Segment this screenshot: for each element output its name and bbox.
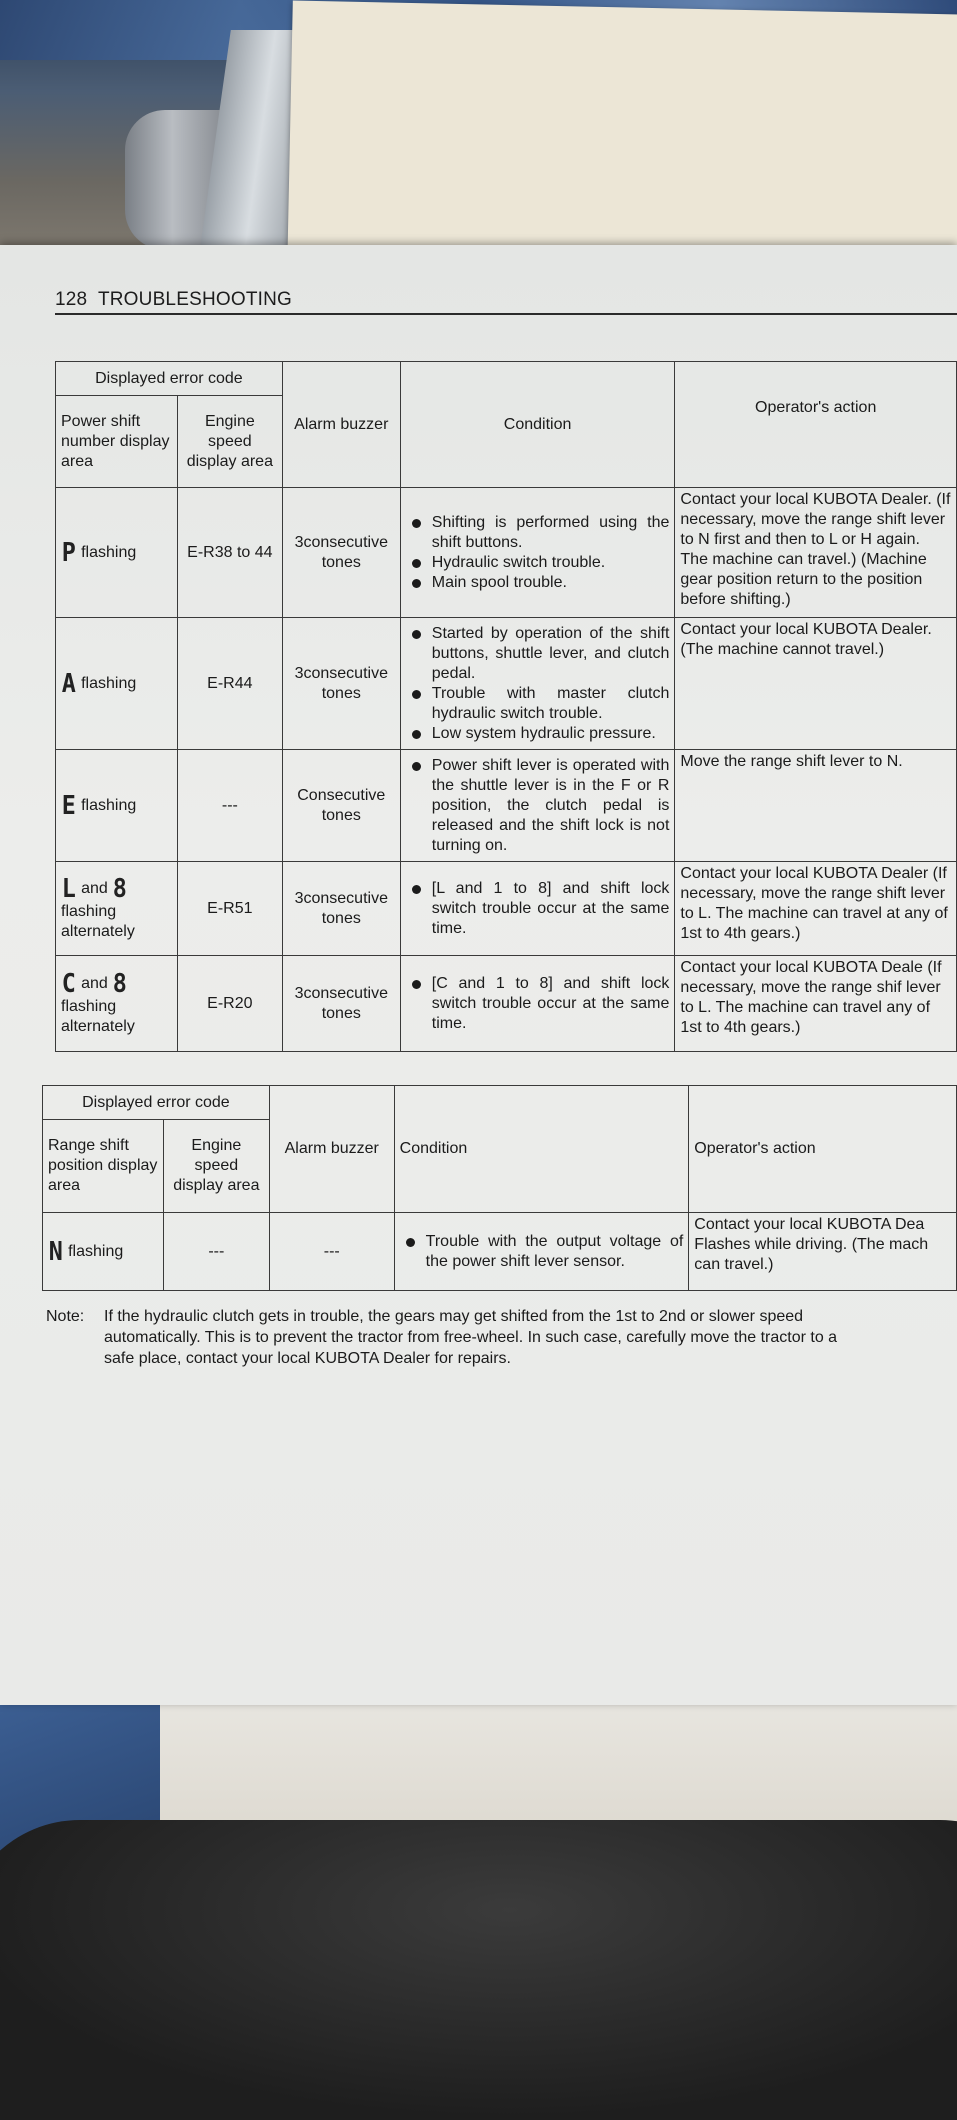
- segment-display-glyph: P: [61, 537, 76, 568]
- error-code-table-range-shift: [42, 1085, 957, 1291]
- condition-cell: [400, 488, 675, 618]
- condition-item: Started by operation of the shift buttons, shuttle lever, and clutch pedal.: [406, 624, 670, 684]
- segment-display-glyph: E: [61, 790, 76, 821]
- condition-cell: [400, 750, 675, 862]
- engine-speed-code: E-R38 to 44: [177, 488, 282, 618]
- header-operators-action: Operator's action: [689, 1086, 957, 1213]
- condition-item: Main spool trouble.: [406, 573, 670, 593]
- condition-item: [L and 1 to 8] and shift lock switch trouble occur at the same time.: [406, 879, 670, 939]
- alarm-buzzer-value: Consecutive tones: [282, 750, 400, 862]
- display-state-text: flashing: [81, 796, 137, 814]
- engine-speed-code: ---: [163, 1213, 269, 1291]
- table-row: [56, 750, 957, 862]
- condition-item: Low system hydraulic pressure.: [406, 724, 670, 744]
- alarm-buzzer-value: ---: [269, 1213, 394, 1291]
- header-displayed-error-code: Displayed error code: [43, 1086, 270, 1120]
- operators-action-cell: Contact your local KUBOTA Dea Flashes while driving. (The mach can travel.): [689, 1213, 957, 1291]
- condition-item: Shifting is performed using the shift buttons.: [406, 513, 670, 553]
- display-and-text: and: [81, 974, 108, 992]
- header-operators-action: Operator's action: [675, 362, 957, 488]
- condition-item: Trouble with master clutch hydraulic switch trouble.: [406, 684, 670, 724]
- segment-display-glyph: N: [48, 1236, 63, 1267]
- condition-cell: [400, 956, 675, 1052]
- condition-cell: [394, 1213, 689, 1291]
- header-alarm-buzzer: Alarm buzzer: [282, 362, 400, 488]
- operators-action-cell: Move the range shift lever to N.: [675, 750, 957, 862]
- segment-display-glyph-a: C: [61, 968, 76, 999]
- header-engine-speed-display: Engine speed display area: [163, 1120, 269, 1213]
- table-row: [56, 956, 957, 1052]
- display-and-text: and: [81, 879, 108, 897]
- condition-item: [C and 1 to 8] and shift lock switch trouble occur at the same time.: [406, 974, 670, 1034]
- operators-action-cell: Contact your local KUBOTA Dealer (If necessary, move the range shift lever to L. The machine can travel at any of 1st to 4th gears.): [675, 862, 957, 956]
- page-header: [55, 289, 292, 311]
- table-row: [56, 618, 957, 750]
- table-row: [56, 488, 957, 618]
- engine-speed-code: ---: [177, 750, 282, 862]
- footnote: [46, 1306, 846, 1369]
- engine-speed-code: E-R20: [177, 956, 282, 1052]
- condition-item: Hydraulic switch trouble.: [406, 553, 670, 573]
- note-label: Note:: [46, 1308, 85, 1325]
- display-state-text: flashing alternately: [61, 997, 135, 1035]
- engine-speed-code: E-R51: [177, 862, 282, 956]
- display-state-text: flashing: [81, 543, 137, 561]
- header-power-shift-display: Power shift number display area: [56, 396, 178, 488]
- operators-action-cell: Contact your local KUBOTA Deale (If necessary, move the range shif lever to L. The machine can travel any of 1st to 4th gears.): [675, 956, 957, 1052]
- header-condition: Condition: [400, 362, 675, 488]
- engine-speed-code: E-R44: [177, 618, 282, 750]
- segment-display-glyph-b: 8: [113, 968, 128, 999]
- condition-item: Power shift lever is operated with the shuttle lever is in the F or R position, the clutch pedal is released and the shift lock is not turning on.: [406, 756, 670, 856]
- segment-display-glyph-a: L: [61, 873, 76, 904]
- header-condition: Condition: [394, 1086, 689, 1213]
- note-text: If the hydraulic clutch gets in trouble, the gears may get shifted from the 1st to 2nd or slower speed automatically. This is to prevent the tractor from free-wheel. In such case, carefully move the tractor to a safe place, contact your local KUBOTA Dealer for repairs.: [104, 1308, 838, 1367]
- header-range-shift-display: Range shift position display area: [43, 1120, 164, 1213]
- condition-cell: [400, 862, 675, 956]
- header-alarm-buzzer: Alarm buzzer: [269, 1086, 394, 1213]
- background-chair: [0, 1820, 957, 2120]
- error-code-table-power-shift: [55, 361, 957, 1052]
- table-row: [43, 1213, 957, 1291]
- operators-action-cell: Contact your local KUBOTA Dealer. (If necessary, move the range shift lever to N first and then to L or H again. The machine can travel.) (Machine gear position return to the position before shifting.): [675, 488, 957, 618]
- condition-item: Trouble with the output voltage of the power shift lever sensor.: [400, 1232, 684, 1272]
- header-displayed-error-code: Displayed error code: [56, 362, 283, 396]
- condition-cell: [400, 618, 675, 750]
- background-paper-sheet: [287, 0, 957, 277]
- alarm-buzzer-value: 3consecutive tones: [282, 862, 400, 956]
- alarm-buzzer-value: 3consecutive tones: [282, 956, 400, 1052]
- segment-display-glyph: A: [61, 668, 76, 699]
- alarm-buzzer-value: 3consecutive tones: [282, 488, 400, 618]
- header-engine-speed-display: Engine speed display area: [177, 396, 282, 488]
- page-number: 128: [55, 289, 88, 310]
- operators-action-cell: Contact your local KUBOTA Dealer. (The machine cannot travel.): [675, 618, 957, 750]
- display-state-text: flashing: [68, 1242, 124, 1260]
- table-row: [56, 862, 957, 956]
- header-rule: [55, 313, 957, 315]
- display-state-text: flashing alternately: [61, 902, 135, 940]
- display-state-text: flashing: [81, 674, 137, 692]
- segment-display-glyph-b: 8: [113, 873, 128, 904]
- page-section-title: TROUBLESHOOTING: [97, 289, 293, 310]
- alarm-buzzer-value: 3consecutive tones: [282, 618, 400, 750]
